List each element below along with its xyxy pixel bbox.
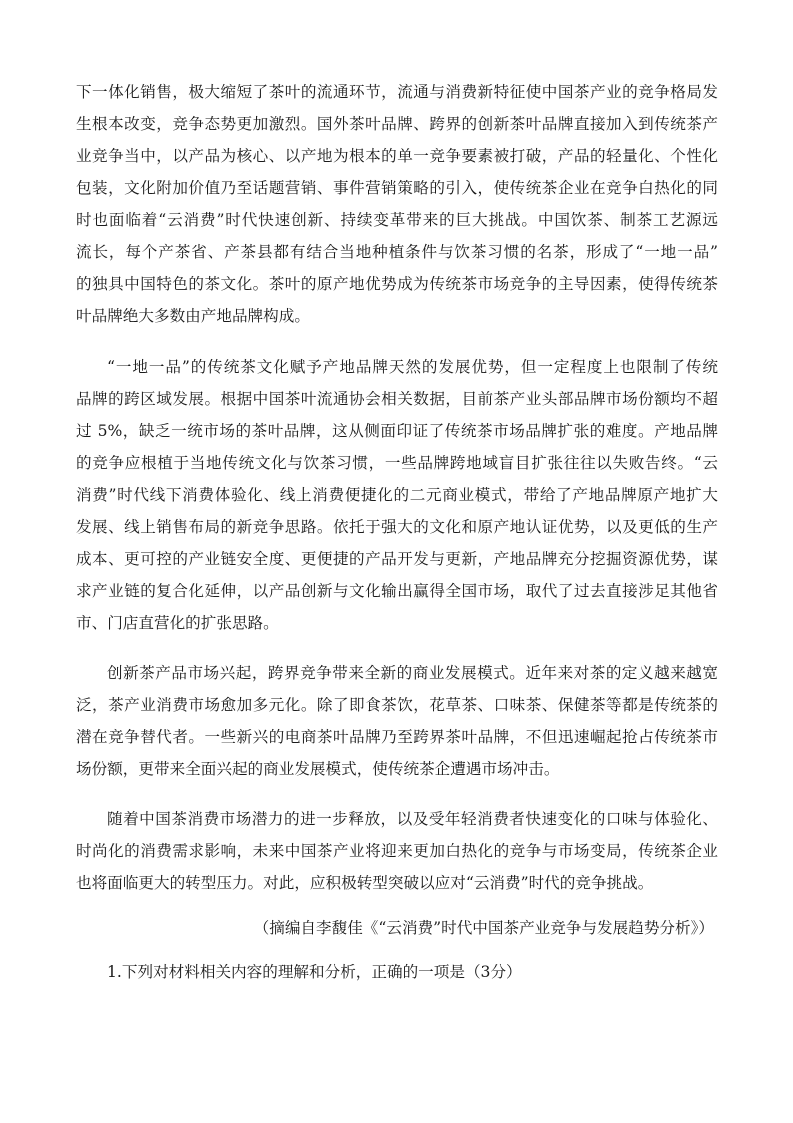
- text-line: 时也面临着“云消费”时代快速创新、持续变革带来的巨大挑战。中国饮茶、制茶工艺源远: [76, 211, 718, 229]
- text-line: 的独具中国特色的茶文化。茶叶的原产地优势成为传统茶市场竞争的主导因素，使得传统茶: [76, 275, 718, 293]
- text-line: 随着中国茶消费市场潜力的进一步释放，以及受年轻消费者快速变化的口味与体验化、: [107, 810, 718, 828]
- text-line: 业竞争当中，以产品为核心、以产地为根本的单一竞争要素被打破，产品的轻量化、个性化: [76, 147, 718, 165]
- text-line: 发展、线上销售布局的新竞争思路。依托于强大的文化和原产地认证优势，以及更低的生产: [76, 518, 718, 536]
- text-line: 下一体化销售，极大缩短了茶叶的流通环节，流通与消费新特征使中国茶产业的竞争格局发: [76, 83, 718, 101]
- text-line: 生根本改变，竞争态势更加激烈。国外茶叶品牌、跨界的创新茶叶品牌直接加入到传统茶产: [76, 115, 718, 133]
- text-line: 时尚化的消费需求影响，未来中国茶产业将迎来更加白热化的竞争与市场变局，传统茶企业: [76, 842, 718, 860]
- source-citation: （摘编自李馥佳《“云消费”时代中国茶产业竞争与发展趋势分析》）: [253, 919, 714, 937]
- text-line: 市、门店直营化的扩张思路。: [76, 614, 279, 632]
- question-1: 1.下列对材料相关内容的理解和分析，正确的一项是（3分）: [107, 963, 522, 981]
- text-line: 场份额，更带来全面兴起的商业发展模式，使传统茶企遭遇市场冲击。: [76, 760, 560, 778]
- text-line: 求产业链的复合化延伸，以产品创新与文化输出赢得全国市场，取代了过去直接涉足其他省: [76, 582, 718, 600]
- text-line: 的竞争应根植于当地传统文化与饮茶习惯，一些品牌跨地域盲目扩张往往以失败告终。“云: [76, 454, 718, 472]
- text-line: 泛，茶产业消费市场愈加多元化。除了即食茶饮，花草茶、口味茶、保健茶等都是传统茶的: [76, 696, 718, 714]
- text-line: “一地一品”的传统茶文化赋予产地品牌天然的发展优势，但一定程度上也限制了传统: [107, 358, 718, 376]
- text-line: 过 5%，缺乏一统市场的茶叶品牌，这从侧面印证了传统茶市场品牌扩张的难度。产地品牌: [76, 422, 718, 440]
- text-line: 叶品牌绝大多数由产地品牌构成。: [76, 307, 310, 325]
- text-line: 也将面临更大的转型压力。对此，应积极转型突破以应对“云消费”时代的竞争挑战。: [76, 874, 654, 892]
- text-line: 成本、更可控的产业链安全度、更便捷的产品开发与更新，产地品牌充分挖掘资源优势，谋: [76, 550, 718, 568]
- text-line: 流长，每个产茶省、产茶县都有结合当地种植条件与饮茶习惯的名茶，形成了“一地一品”: [76, 243, 718, 261]
- text-line: 创新茶产品市场兴起，跨界竞争带来全新的商业发展模式。近年来对茶的定义越来越宽: [107, 664, 718, 682]
- text-line: 品牌的跨区域发展。根据中国茶叶流通协会相关数据，目前茶产业头部品牌市场份额均不超: [76, 390, 718, 408]
- text-line: 潜在竞争替代者。一些新兴的电商茶叶品牌乃至跨界茶叶品牌，不但迅速崛起抢占传统茶市: [76, 728, 718, 746]
- text-line: 包装，文化附加价值乃至话题营销、事件营销策略的引入，使传统茶企业在竞争白热化的同: [76, 179, 718, 197]
- text-line: 消费”时代线下消费体验化、线上消费便捷化的二元商业模式，带给了产地品牌原产地扩大: [76, 486, 718, 504]
